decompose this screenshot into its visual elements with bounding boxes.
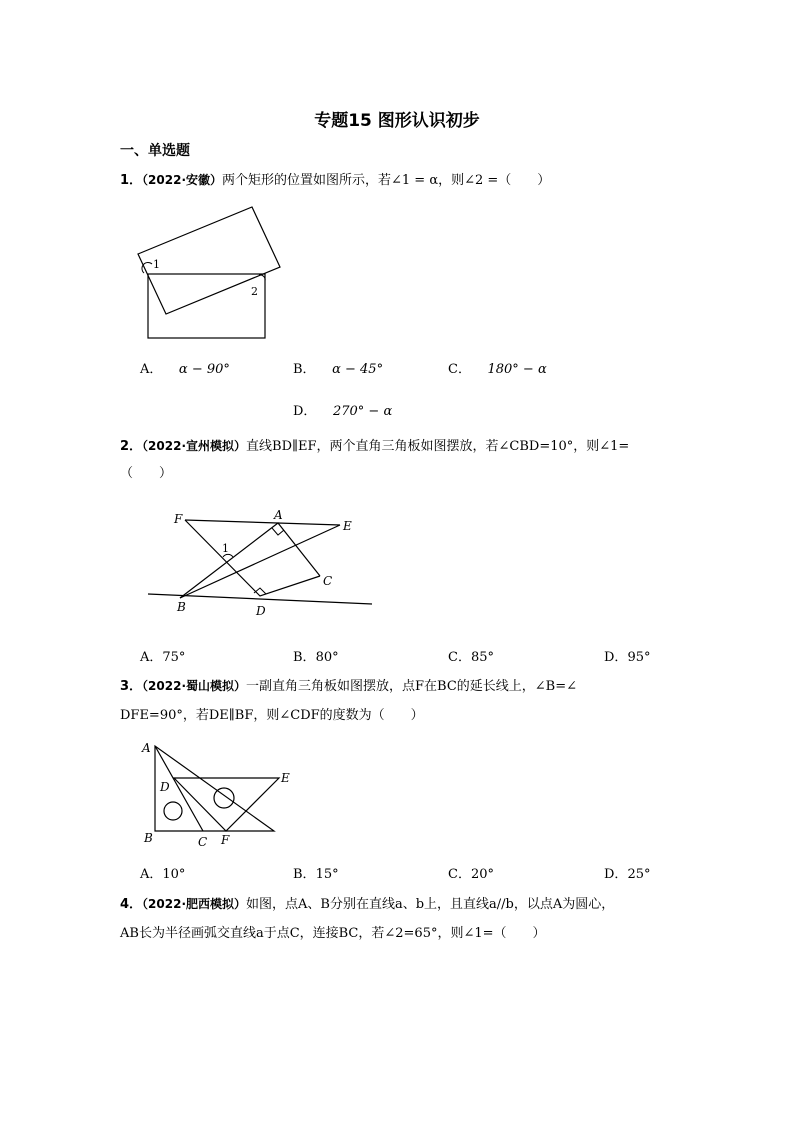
question-number: 2． — [120, 439, 143, 454]
question-1 — [120, 166, 550, 195]
q3-option-c: C．20° — [448, 867, 494, 882]
question-text: 一副直角三角板如图摆放，点F在BC的延长线上，∠B=∠ — [246, 679, 578, 694]
q3-option-a: A．10° — [140, 867, 186, 882]
q3-label-f: F — [221, 833, 230, 847]
q2-label-a: A — [274, 508, 283, 522]
q3-figure — [138, 738, 298, 850]
q1-lower-rectangle — [148, 274, 265, 338]
q1-label-1: 1 — [153, 258, 160, 271]
question-4 — [120, 890, 614, 919]
option-value: 80° — [315, 650, 339, 665]
section-heading: 一、单选题 — [120, 143, 190, 159]
question-source: （2022·宣州模拟） — [142, 439, 247, 453]
q2-option-a: A．75° — [140, 650, 186, 665]
page-title: 专题15 图形认识初步 — [314, 111, 480, 131]
question-2-continued: （ ） — [120, 466, 173, 481]
q2-label-e: E — [343, 519, 352, 533]
question-number: 3． — [120, 679, 143, 694]
q3-label-d: D — [160, 780, 170, 794]
q1-option-b: B． α − 45° — [293, 362, 384, 377]
q1-label-2: 2 — [251, 285, 258, 298]
question-3 — [120, 672, 577, 701]
option-value: α − 90° — [178, 362, 230, 377]
option-value: 10° — [162, 867, 186, 882]
question-source: （2022·肥西模拟） — [142, 897, 247, 911]
q2-right-angle-d — [254, 588, 266, 594]
option-value: 15° — [315, 867, 339, 882]
option-value: 75° — [162, 650, 186, 665]
q2-triangle-fdc — [185, 520, 320, 596]
q2-option-d: D．95° — [604, 650, 651, 665]
option-value: 180° − α — [487, 362, 547, 377]
option-value: α − 45° — [332, 362, 384, 377]
q3-label-c: C — [198, 835, 208, 849]
q1-angle-1-arc — [142, 262, 152, 273]
question-text: 两个矩形的位置如图所示，若∠1 = α，则∠2 =（ ） — [222, 173, 551, 188]
q2-label-f: F — [174, 512, 183, 526]
option-value: 85° — [470, 650, 494, 665]
question-2 — [120, 432, 629, 461]
q3-triangle-abc — [155, 746, 274, 831]
q1-option-d: D． 270° − α — [293, 404, 393, 419]
q3-label-a: A — [142, 741, 151, 755]
q3-option-d: D．25° — [604, 867, 651, 882]
q3-option-b: B．15° — [293, 867, 339, 882]
option-value: 270° − α — [332, 404, 393, 419]
q2-triangle-bac — [180, 523, 320, 598]
question-text: 直线BD∥EF，两个直角三角板如图摆放，若∠CBD=10°，则∠1= — [246, 439, 630, 454]
q2-label-d: D — [256, 604, 266, 618]
q3-label-e: E — [281, 771, 290, 785]
q2-label-b: B — [177, 600, 186, 614]
q1-option-a: A． α − 90° — [140, 362, 230, 377]
q2-line-fe — [185, 520, 340, 525]
q2-label-c: C — [323, 574, 333, 588]
question-text: 如图，点A、B分别在直线a、b上，且直线a//b，以点A为圆心， — [246, 897, 615, 912]
option-value: 20° — [470, 867, 494, 882]
q2-figure — [140, 505, 380, 620]
q2-label-1: 1 — [222, 542, 229, 555]
q3-label-b: B — [144, 831, 153, 845]
option-value: 95° — [627, 650, 651, 665]
q3-circle-left — [164, 802, 182, 820]
question-3-continued: DFE=90°，若DE∥BF，则∠CDF的度数为（ ） — [120, 708, 424, 723]
q1-option-c: C． 180° − α — [448, 362, 547, 377]
question-source: （2022·安徽） — [142, 173, 223, 187]
q3-circle-right — [214, 788, 234, 808]
q2-option-b: B．80° — [293, 650, 339, 665]
question-4-continued: AB长为半径画弧交直线a于点C，连接BC，若∠2=65°，则∠1=（ ） — [120, 926, 546, 941]
q1-figure — [130, 200, 290, 345]
question-number: 4． — [120, 897, 143, 912]
option-value: 25° — [627, 867, 651, 882]
question-number: 1． — [120, 173, 143, 188]
question-source: （2022·蜀山模拟） — [142, 679, 247, 693]
q2-line-be — [180, 525, 340, 598]
q2-option-c: C．85° — [448, 650, 494, 665]
